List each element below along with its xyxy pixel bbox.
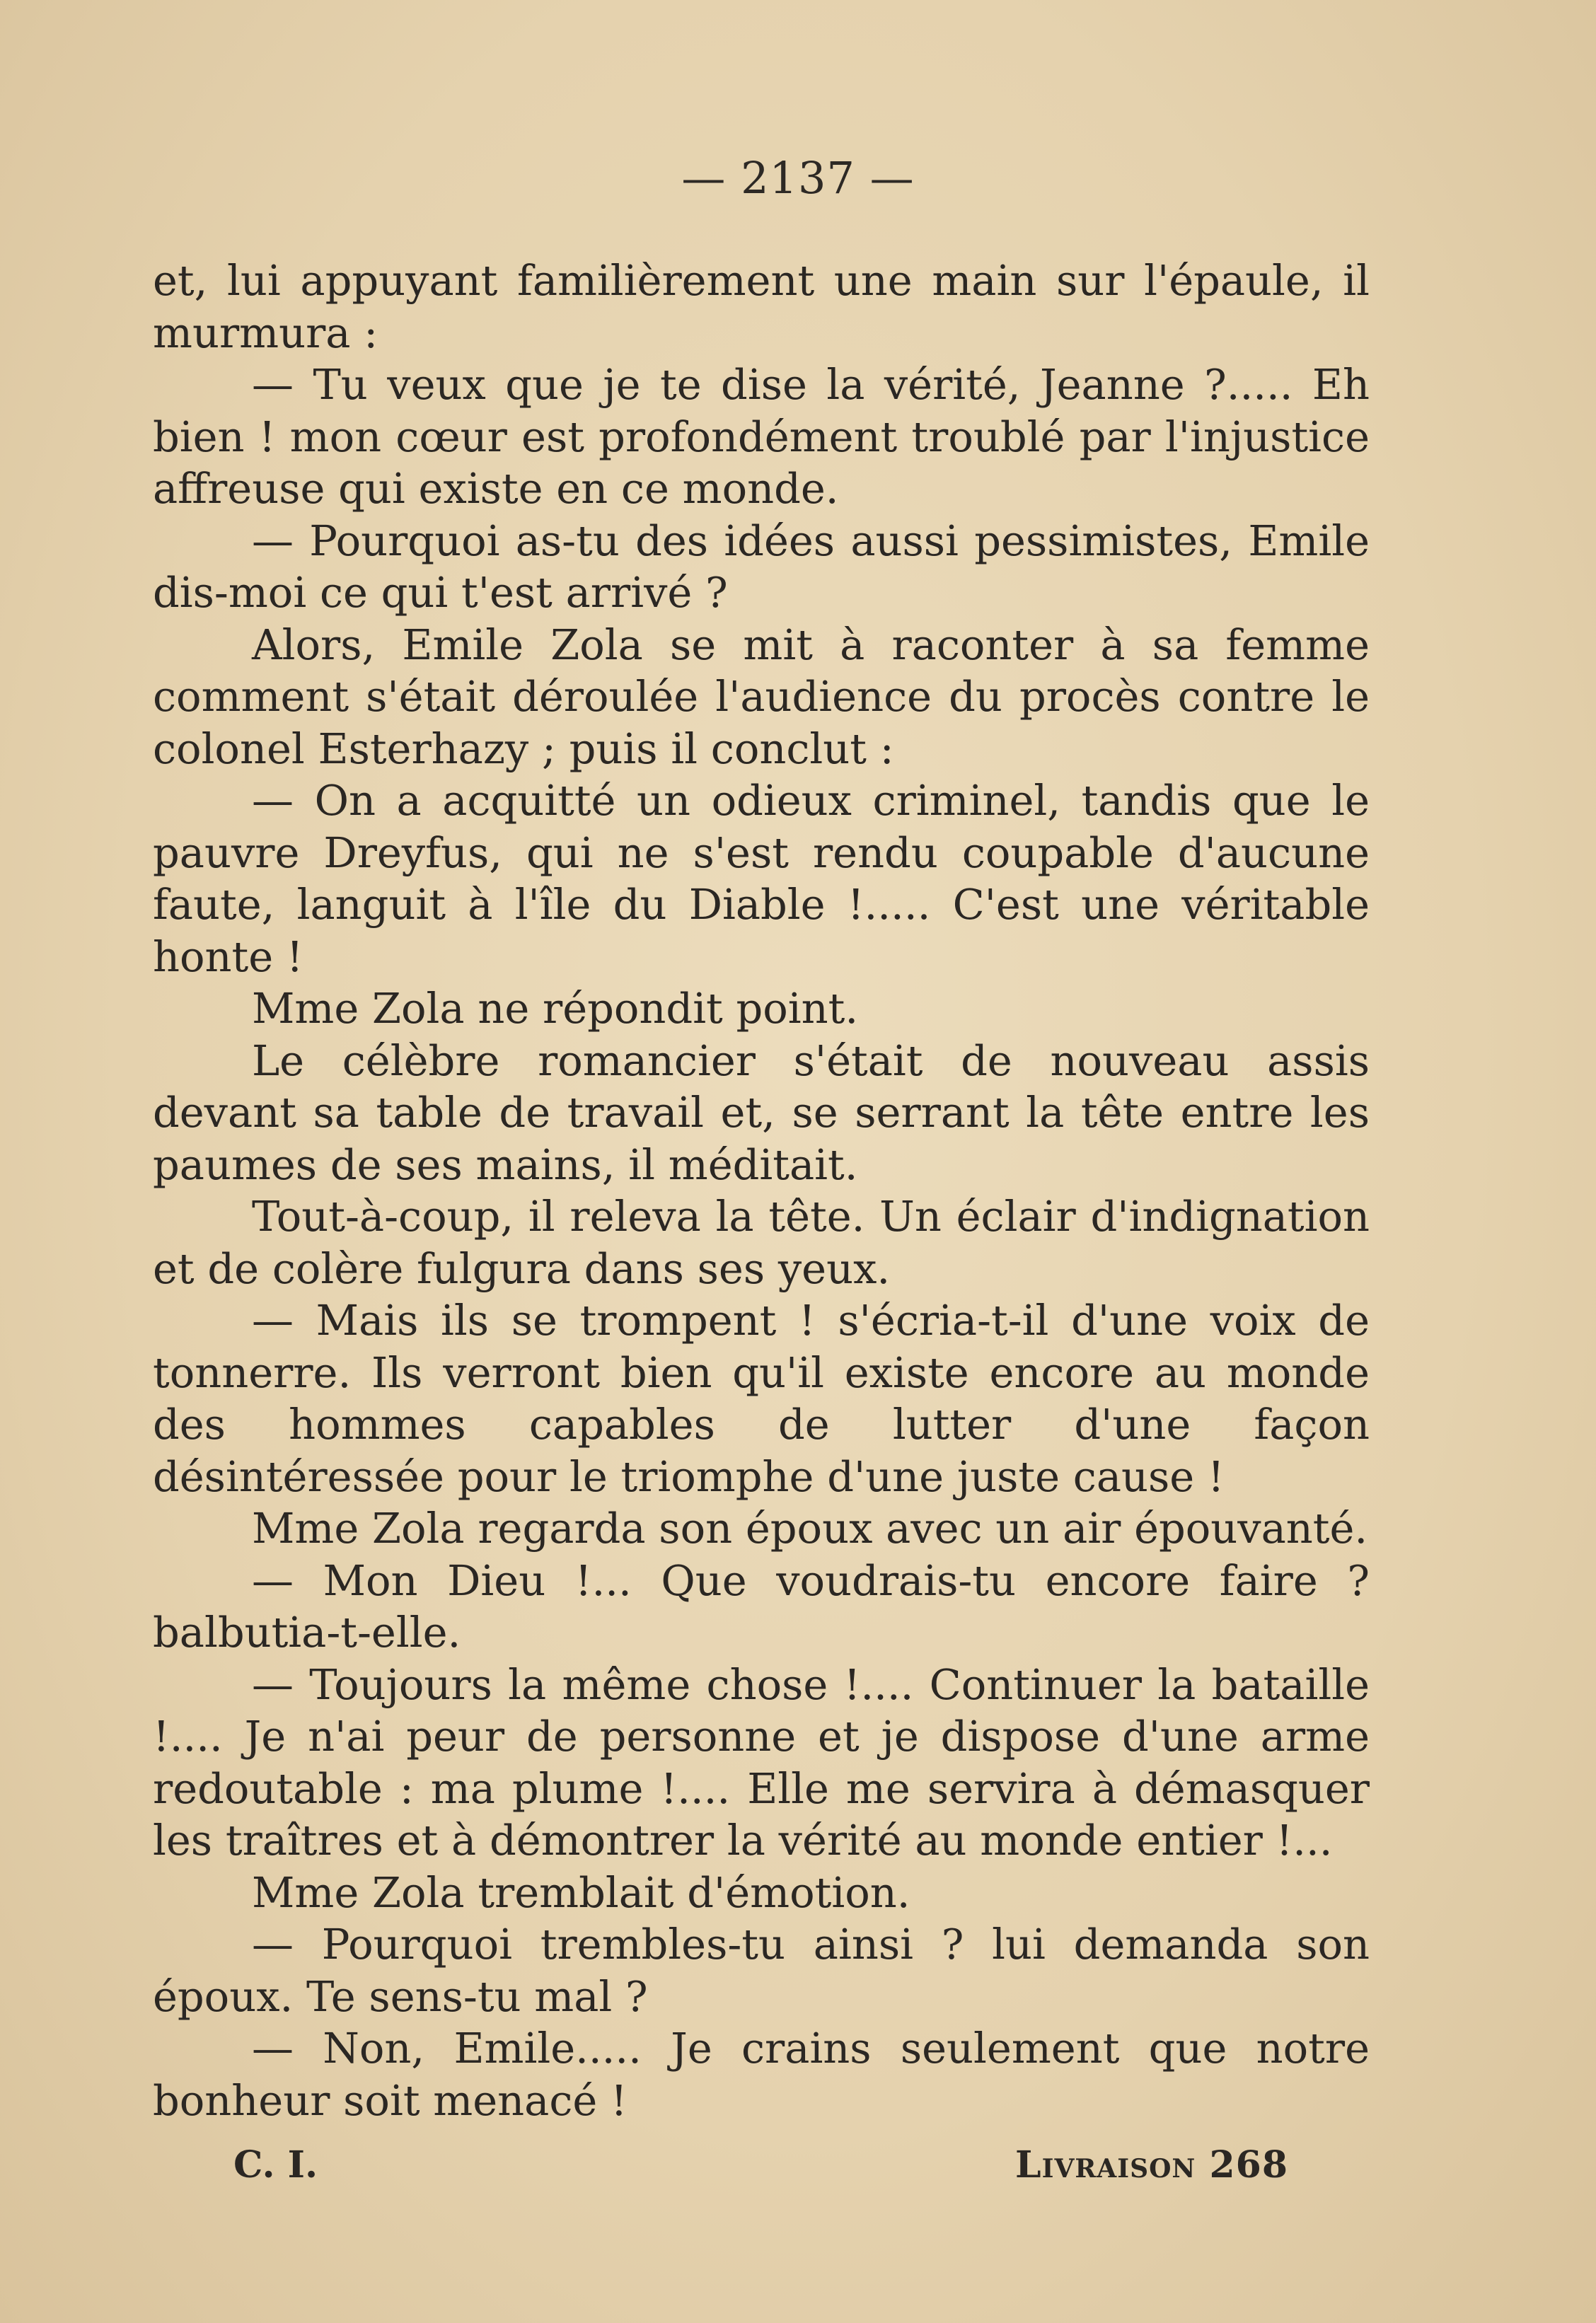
page-footer xyxy=(153,2143,1370,2193)
paragraph: — On a acquitté un odieux criminel, tandis que le pauvre Dreyfus, qui ne s'est rendu coupable d'aucune faute, languit à l'île du Diable !..... C'est une véritable honte ! xyxy=(153,776,1370,981)
paragraph: — Non, Emile..... Je crains seulement que notre bonheur soit menacé ! xyxy=(153,2024,1370,2125)
paragraph: — Mais ils se trompent ! s'écria-t-il d'une voix de tonnerre. Ils verront bien qu'il existe encore au monde des hommes capables de lutter d'une façon désintéressée pour le triomphe d'une juste cause ! xyxy=(153,1296,1370,1501)
paragraph: Mme Zola tremblait d'émotion. xyxy=(252,1867,910,1917)
paragraph: — Toujours la même chose !.... Continuer la bataille !.... Je n'ai peur de personne et je dispose d'une arme redoutable : ma plume !.... Elle me servira à démasquer les traîtres et à démontrer la vérité au monde entier !... xyxy=(153,1659,1370,1865)
paragraph: — Pourquoi as-tu des idées aussi pessimistes, Emile dis-moi ce qui t'est arrivé ? xyxy=(153,516,1370,617)
paragraph: Tout-à-coup, il releva la tête. Un éclair d'indignation et de colère fulgura dans ses yeux. xyxy=(153,1192,1370,1293)
livraison-mark xyxy=(1015,2143,1288,2186)
body-text xyxy=(153,255,1370,2126)
page-number: — 2137 — xyxy=(681,152,915,204)
paragraph: — Mon Dieu !... Que voudrais-tu encore faire ? balbutia-t-elle. xyxy=(153,1556,1370,1657)
paragraph: Le célèbre romancier s'était de nouveau assis devant sa table de travail et, se serrant la tête entre les paumes de ses mains, il méditait. xyxy=(153,1036,1370,1189)
paragraph: et, lui appuyant familièrement une main sur l'épaule, il murmura : xyxy=(153,256,1370,357)
paragraph: Alors, Emile Zola se mit à raconter à sa femme comment s'était déroulée l'audience du procès contre le colonel Esterhazy ; puis il conclut : xyxy=(153,620,1370,773)
printer-signature: C. I. xyxy=(233,2143,318,2186)
livraison-number: 268 xyxy=(1209,2143,1288,2186)
paragraph: Mme Zola ne répondit point. xyxy=(252,984,859,1033)
paragraph: Mme Zola regarda son époux avec un air épouvanté. xyxy=(252,1504,1368,1553)
livraison-label: Livraison xyxy=(1015,2143,1196,2186)
paragraph: — Pourquoi trembles-tu ainsi ? lui demanda son époux. Te sens-tu mal ? xyxy=(153,1920,1370,2021)
paragraph: — Tu veux que je te dise la vérité, Jeanne ?..... Eh bien ! mon cœur est profondément troublé par l'injustice affreuse qui existe en ce monde. xyxy=(153,360,1370,513)
